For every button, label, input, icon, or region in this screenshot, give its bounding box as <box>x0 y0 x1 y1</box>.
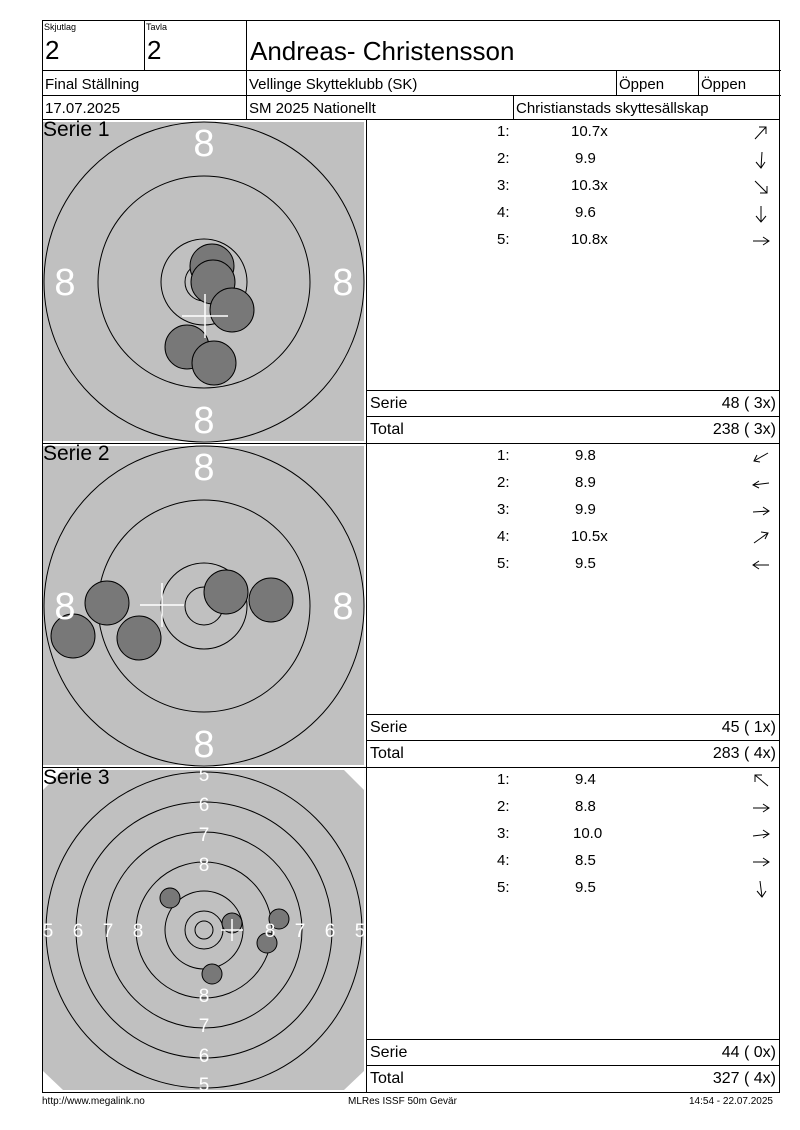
target-1 <box>43 120 367 443</box>
shot-row <box>367 771 779 793</box>
class2-text: Öppen <box>701 76 747 93</box>
shot-row <box>367 798 779 820</box>
shot-number: 3: <box>497 501 510 518</box>
arrow-up-right-icon <box>751 123 771 143</box>
ring-number: 8 <box>198 986 210 1007</box>
date-cell <box>43 96 247 120</box>
ring-number: 5 <box>354 921 366 942</box>
shot-value: 9.5 <box>575 879 596 896</box>
shot-row <box>367 555 779 577</box>
tavla-label: Tavla <box>146 22 168 32</box>
arrow-down-right-icon <box>751 177 771 197</box>
target-2 <box>43 444 367 767</box>
arrow-up-right-icon <box>751 528 771 548</box>
ring-label-bottom: 8 <box>193 724 215 766</box>
target-svg-1 <box>43 120 366 443</box>
serie-sum-row <box>367 714 779 740</box>
ring-label-right: 8 <box>332 262 354 304</box>
serie-label: Serie <box>370 719 408 736</box>
shot-row <box>367 150 779 172</box>
shot-value: 10.3x <box>571 177 608 194</box>
footer-program: MLRes ISSF 50m Gevär <box>348 1096 457 1107</box>
shot-row <box>367 447 779 469</box>
club-text: Vellinge Skytteklubb (SK) <box>249 76 418 93</box>
total-value: 327 ( 4x) <box>712 1070 776 1087</box>
shot-value: 10.8x <box>571 231 608 248</box>
skjutlag-cell <box>43 21 145 71</box>
shot-hole <box>85 581 129 625</box>
serie-value: 48 ( 3x) <box>721 395 776 412</box>
shot-value: 9.9 <box>575 150 596 167</box>
total-value: 238 ( 3x) <box>712 421 776 438</box>
organizer-text: Christianstads skyttesällskap <box>516 100 709 117</box>
header-table <box>42 20 780 120</box>
shot-row <box>367 123 779 145</box>
shot-value: 8.8 <box>575 798 596 815</box>
organizer-cell <box>514 96 781 120</box>
skjutlag-label: Skjutlag <box>44 22 77 32</box>
total-value: 283 ( 4x) <box>712 745 776 762</box>
shot-hole <box>210 288 254 332</box>
shot-value: 10.0 <box>573 825 603 842</box>
shot-row <box>367 204 779 226</box>
ring-label-right: 8 <box>332 586 354 628</box>
shot-number: 1: <box>497 771 510 788</box>
arrow-right-icon <box>751 798 771 818</box>
tavla-cell <box>145 21 247 71</box>
ring-label-left: 8 <box>54 262 76 304</box>
ring-number: 8 <box>198 855 210 876</box>
shot-hole <box>202 964 222 984</box>
total-row <box>367 1065 779 1092</box>
arrow-down-icon <box>751 879 771 899</box>
arrow-down-icon <box>751 204 771 224</box>
tavla-value: 2 <box>147 35 162 65</box>
arrow-right-icon <box>751 825 771 845</box>
shot-value: 9.5 <box>575 555 596 572</box>
ring-number: 7 <box>198 825 210 846</box>
shot-hole <box>249 578 293 622</box>
shot-value: 9.9 <box>575 501 596 518</box>
series-block-3 <box>42 768 780 1093</box>
arrow-down-left-icon <box>751 447 771 467</box>
series-block-2 <box>42 444 780 768</box>
serie-value: 45 ( 1x) <box>721 719 776 736</box>
shot-row <box>367 501 779 523</box>
ring-number: 6 <box>324 921 336 942</box>
ring-label-left: 8 <box>54 586 76 628</box>
class1-cell <box>617 71 699 96</box>
serie-title: Serie 1 <box>43 118 110 141</box>
shot-number: 3: <box>497 825 510 842</box>
class1-text: Öppen <box>619 76 665 93</box>
shot-number: 4: <box>497 852 510 869</box>
shot-value: 9.8 <box>575 447 596 464</box>
shot-row <box>367 852 779 874</box>
shot-value: 9.6 <box>575 204 596 221</box>
shot-number: 2: <box>497 798 510 815</box>
shot-hole <box>117 616 161 660</box>
arrow-left-icon <box>751 555 771 575</box>
shot-number: 2: <box>497 474 510 491</box>
shot-value: 9.4 <box>575 771 596 788</box>
shot-number: 2: <box>497 150 510 167</box>
shot-value: 8.5 <box>575 852 596 869</box>
footer-url[interactable]: http://www.megalink.no <box>42 1096 145 1107</box>
stage-text: Final Ställning <box>45 76 140 93</box>
arrow-down-icon <box>751 150 771 170</box>
ring-number: 7 <box>294 921 306 942</box>
class2-cell <box>699 71 781 96</box>
ring-number: 7 <box>102 921 114 942</box>
serie-sum-row <box>367 1039 779 1065</box>
total-row <box>367 740 779 768</box>
ring-number: 6 <box>198 795 210 816</box>
series-block-1 <box>42 120 780 444</box>
shot-value: 10.5x <box>571 528 608 545</box>
ring-number: 6 <box>198 1046 210 1067</box>
shot-hole <box>204 570 248 614</box>
arrow-right-icon <box>751 501 771 521</box>
total-label: Total <box>370 745 404 762</box>
serie-value: 44 ( 0x) <box>721 1044 776 1061</box>
shooter-name-cell <box>247 21 781 71</box>
shot-row <box>367 231 779 253</box>
shot-number: 4: <box>497 528 510 545</box>
target-3 <box>43 768 367 1092</box>
total-label: Total <box>370 1070 404 1087</box>
arrow-right-icon <box>751 231 771 251</box>
shot-number: 4: <box>497 204 510 221</box>
ring-label-top: 8 <box>193 123 215 165</box>
stage-cell <box>43 71 247 96</box>
ring-number: 5 <box>43 921 54 942</box>
serie-sum-row <box>367 390 779 416</box>
arrow-right-icon <box>751 852 771 872</box>
arrow-left-icon <box>751 474 771 494</box>
ring-number: 5 <box>198 768 210 786</box>
shot-row <box>367 474 779 496</box>
total-label: Total <box>370 421 404 438</box>
arrow-up-left-icon <box>751 771 771 791</box>
date-text: 17.07.2025 <box>45 100 121 117</box>
total-row <box>367 416 779 444</box>
ring-label-top: 8 <box>193 447 215 489</box>
shot-number: 1: <box>497 123 510 140</box>
ring-number: 7 <box>198 1016 210 1037</box>
shot-row <box>367 177 779 199</box>
shot-row <box>367 825 779 847</box>
shot-number: 1: <box>497 447 510 464</box>
shot-value: 10.7x <box>571 123 608 140</box>
club-cell <box>247 71 617 96</box>
shot-number: 5: <box>497 879 510 896</box>
shot-row <box>367 528 779 550</box>
shot-hole <box>160 888 180 908</box>
competition-text: SM 2025 Nationellt <box>249 100 376 117</box>
serie-label: Serie <box>370 395 408 412</box>
serie-label: Serie <box>370 1044 408 1061</box>
serie-title: Serie 3 <box>43 766 110 789</box>
footer-timestamp: 14:54 - 22.07.2025 <box>689 1096 773 1107</box>
ring-label-bottom: 8 <box>193 400 215 442</box>
ring-number: 5 <box>198 1075 210 1092</box>
competition-cell <box>247 96 514 120</box>
shot-number: 5: <box>497 555 510 572</box>
skjutlag-value: 2 <box>45 35 60 65</box>
shot-number: 5: <box>497 231 510 248</box>
shot-value: 8.9 <box>575 474 596 491</box>
shot-row <box>367 879 779 901</box>
ring-number: 8 <box>264 921 276 942</box>
target-svg-2 <box>43 444 366 767</box>
shot-number: 3: <box>497 177 510 194</box>
ring-number: 6 <box>72 921 84 942</box>
shooter-name: Andreas- Christensson <box>250 36 515 66</box>
target-svg-3 <box>43 768 366 1092</box>
shot-hole <box>192 341 236 385</box>
ring-number: 8 <box>132 921 144 942</box>
serie-title: Serie 2 <box>43 442 110 465</box>
